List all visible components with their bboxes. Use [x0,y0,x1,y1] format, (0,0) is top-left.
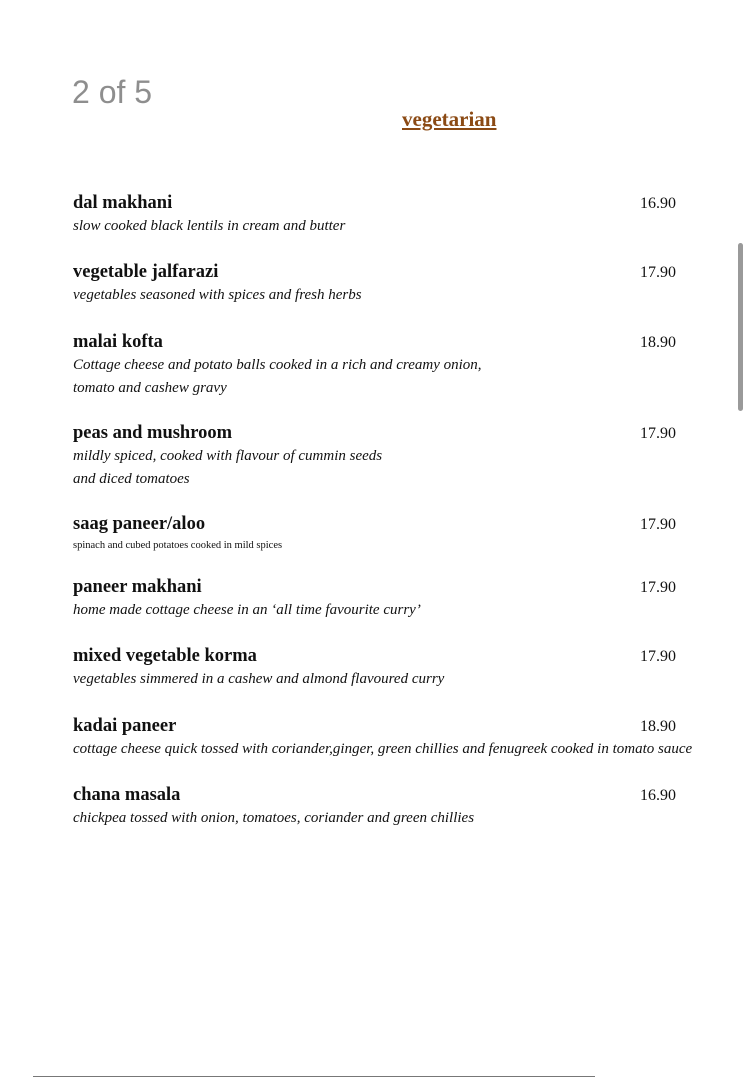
menu-item [73,261,733,306]
item-description: tomato and cashew gravy [73,380,227,396]
item-description: cottage cheese quick tossed with coriander,ginger, green chillies and fenugreek cooked in tomato sauce [73,741,693,757]
item-name: saag paneer/aloo [73,514,206,534]
item-description: spinach and cubed potatoes cooked in mild spices [73,540,283,551]
item-price: 17.90 [640,425,676,442]
item-price: 17.90 [640,648,676,665]
page-indicator: 2 of 5 [72,74,153,110]
item-description: vegetables seasoned with spices and fresh herbs [73,287,362,303]
item-description: mildly spiced, cooked with flavour of cummin seeds [73,448,383,464]
item-price: 18.90 [640,334,676,351]
item-name: dal makhani [73,193,173,213]
item-name: paneer makhani [73,577,202,597]
item-price: 16.90 [640,787,676,804]
item-name: malai kofta [73,332,163,352]
section-title: vegetarian [402,107,497,131]
item-name: peas and mushroom [73,423,233,443]
scrollbar[interactable] [738,243,743,411]
divider [33,1076,595,1077]
item-name: mixed vegetable korma [73,646,257,666]
item-description: and diced tomatoes [73,471,190,487]
item-name: chana masala [73,785,181,805]
menu-item [73,192,733,237]
item-price: 17.90 [640,516,676,533]
item-description: slow cooked black lentils in cream and butter [73,218,346,234]
item-price: 18.90 [640,718,676,735]
menu-item [73,331,733,399]
item-price: 16.90 [640,195,676,212]
item-price: 17.90 [640,579,676,596]
item-description: Cottage cheese and potato balls cooked in a rich and creamy onion, [73,357,482,373]
item-name: kadai paneer [73,716,177,736]
menu-item [73,513,733,554]
item-description: home made cottage cheese in an ‘all time favourite curry’ [73,602,421,618]
item-name: vegetable jalfarazi [73,262,219,282]
menu-item [73,645,733,690]
item-price: 17.90 [640,264,676,281]
menu-item [73,422,733,490]
menu-item [73,576,733,621]
menu-item [73,715,733,760]
item-description: vegetables simmered in a cashew and almond flavoured curry [73,671,445,687]
menu-item [73,784,733,829]
item-description: chickpea tossed with onion, tomatoes, coriander and green chillies [73,810,475,826]
